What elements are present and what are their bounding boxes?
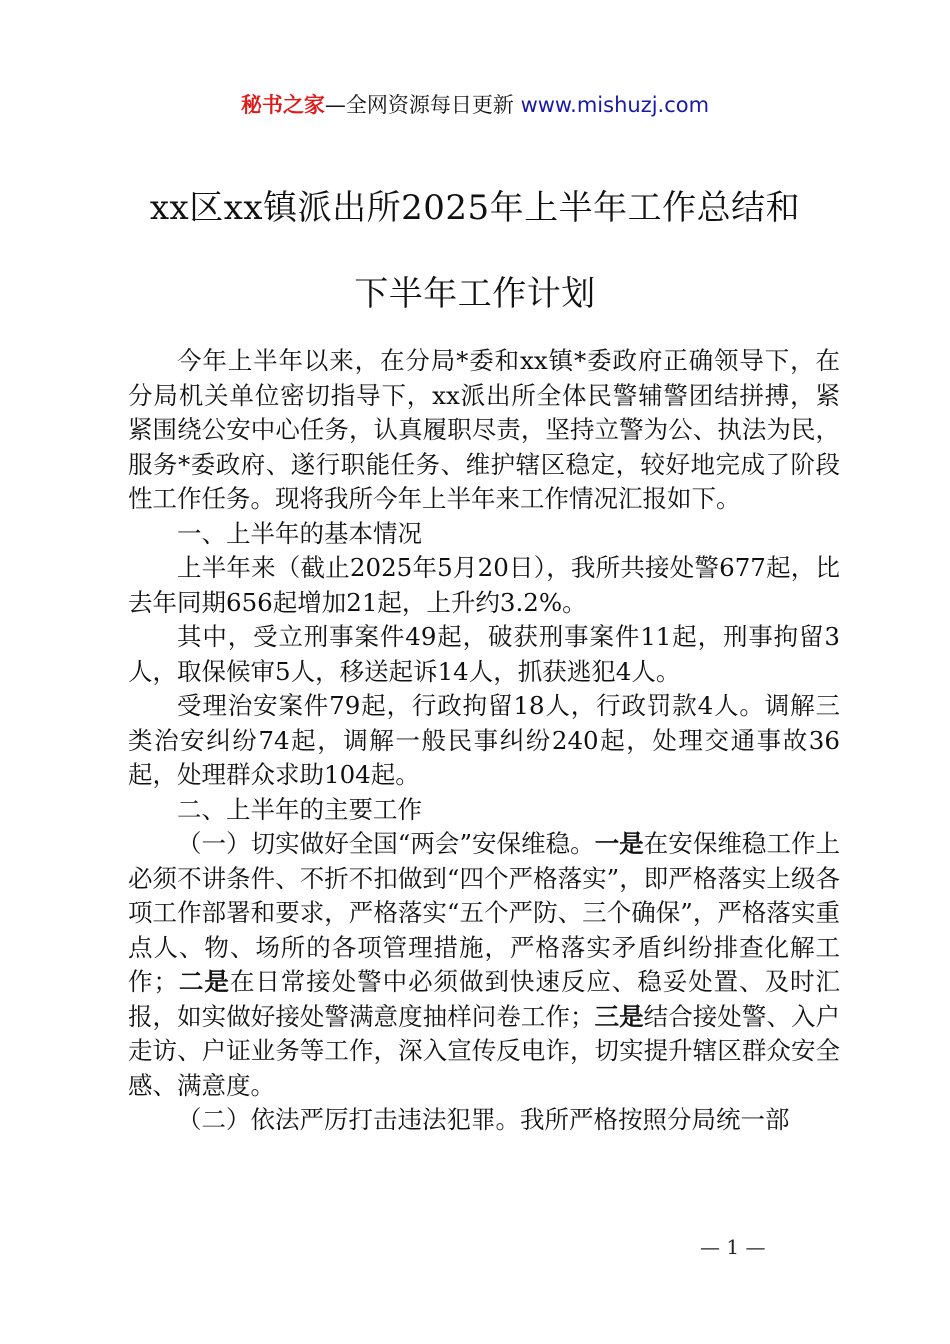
paragraph-public-security-cases: 受理治安案件79起，行政拘留18人，行政罚款4人。调解三类治安纠纷74起，调解一般民事纠纷240起，处理交通事故36起，处理群众求助104起。	[128, 691, 840, 789]
site-url-link[interactable]: www.mishuzj.com	[520, 93, 710, 117]
point-three-text: 结合接处警、入户走访、户证业务等工作，深入宣传反电诈，切实提升辖区群众安全感、满意度。	[128, 1001, 841, 1100]
title-line-1: xx区xx镇派出所2025年上半年工作总结和	[149, 188, 801, 228]
point-two-label: 二是	[177, 967, 230, 996]
paragraph-two-sessions-security	[128, 827, 840, 1103]
document-title	[60, 165, 890, 337]
brand-name: 秘书之家	[240, 93, 325, 117]
point-one-text: 在安保维稳工作上必须不讲条件、不折不扣做到“四个严格落实”，即严格落实上级各项工作部署和要求，严格落实“五个严防、三个确保”，严格落实重点人、物、场所的各项管理措施，严格落实矛盾纠纷排查化解工作；	[128, 829, 841, 996]
paragraph-crackdown: （二）依法严厉打击违法犯罪。我所严格按照分局统一部	[177, 1105, 790, 1134]
section-heading-basic-situation: 一、上半年的基本情况	[177, 518, 422, 548]
header-tagline: —全网资源每日更新	[324, 93, 514, 117]
site-header	[0, 90, 950, 120]
paragraph-alarm-statistics: 上半年来（截止2025年5月20日），我所共接处警677起，比去年同期656起增加21起，上升约3.2%。	[128, 553, 840, 617]
intro-paragraph: 今年上半年以来，在分局*委和xx镇*委政府正确领导下，在分局机关单位密切指导下，xx派出所全体民警辅警团结拼搏，紧紧围绕公安中心任务，认真履职尽责，坚持立警为公、执法为民，服务*委政府、遂行职能任务、维护辖区稳定，较好地完成了阶段性工作任务。现将我所今年上半年来工作情况汇报如下。	[128, 346, 840, 513]
point-three-label: 三是	[594, 1001, 644, 1031]
subsection-heading: （一）切实做好全国“两会”安保维稳。	[177, 829, 595, 858]
paragraph-criminal-cases: 其中，受立刑事案件49起，破获刑事案件11起，刑事拘留3人，取保候审5人，移送起诉14人，抓获逃犯4人。	[128, 622, 840, 686]
page-number: — 1 —	[700, 1235, 766, 1259]
point-one-label: 一是	[594, 829, 644, 858]
title-line-2: 下半年工作计划	[354, 274, 596, 314]
section-heading-main-work: 二、上半年的主要工作	[177, 794, 422, 824]
document-body	[128, 344, 840, 1138]
point-two-text: 在日常接处警中必须做到快速反应、稳妥处置、及时汇报，如实做好接处警满意度抽样问卷工作；	[128, 967, 841, 1031]
